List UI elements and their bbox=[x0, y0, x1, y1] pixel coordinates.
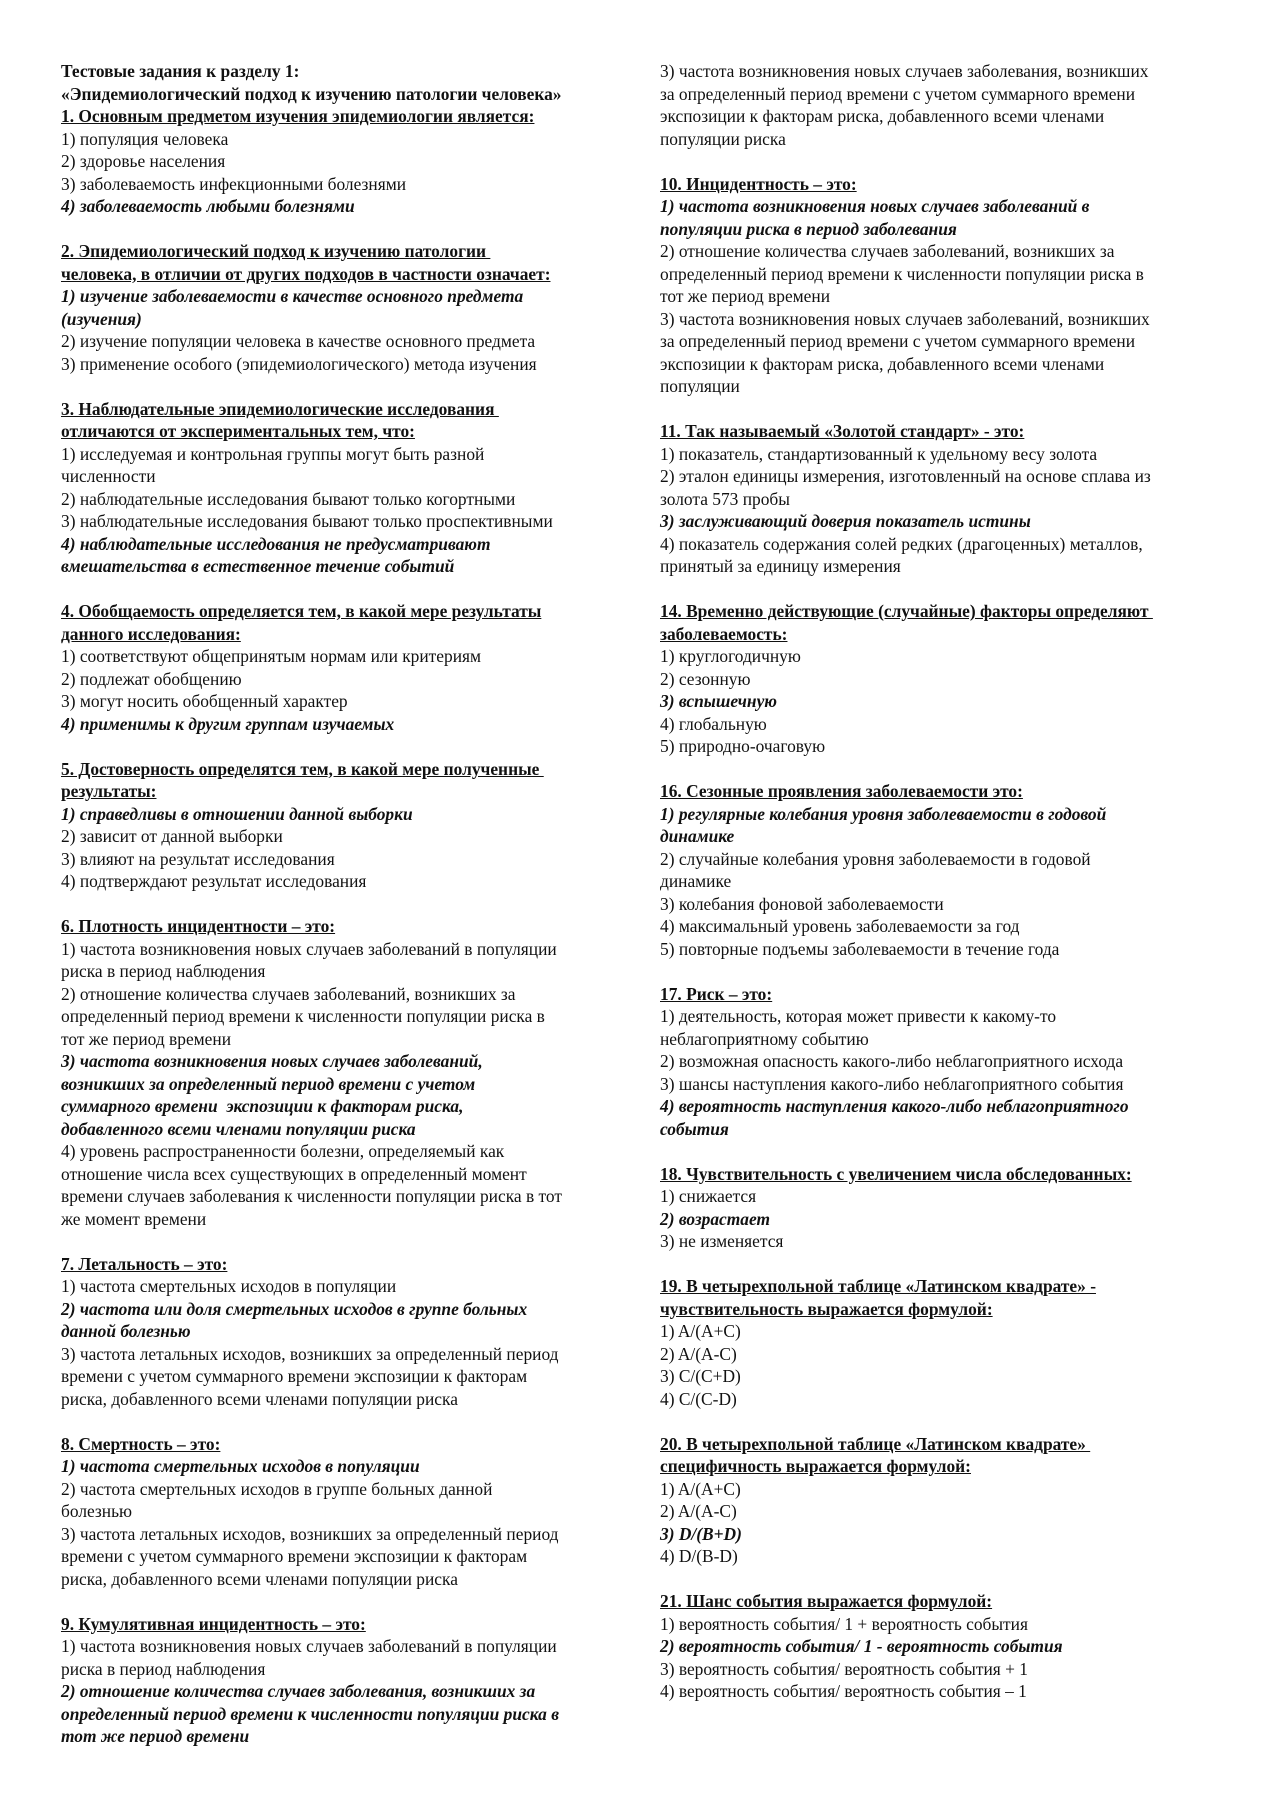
answer-option: 2) A/(A-C) bbox=[660, 1501, 737, 1521]
answer-option: 2) здоровье населения bbox=[61, 151, 226, 171]
answer-option: экспозиции к факторам риска, добавленного всеми членами bbox=[660, 106, 1105, 126]
question-text: 9. Кумулятивная инцидентность – это: bbox=[61, 1613, 366, 1634]
answer-option: за определенный период времени с учетом суммарного времени bbox=[660, 331, 1136, 351]
correct-answer: тот же период времени bbox=[61, 1726, 250, 1746]
correct-answer: события bbox=[660, 1118, 729, 1139]
spacer bbox=[61, 218, 631, 241]
answer-option: времени с учетом суммарного времени экспозиции к факторам bbox=[61, 1366, 528, 1386]
answer-option: 4) D/(B-D) bbox=[660, 1546, 738, 1566]
spacer bbox=[61, 1410, 631, 1433]
spacer bbox=[660, 150, 1230, 173]
question-text: 17. Риск – это: bbox=[660, 983, 773, 1004]
spacer bbox=[61, 1230, 631, 1253]
answer-option: 1) деятельность, которая может привести к какому-то bbox=[660, 1006, 1057, 1026]
spacer bbox=[660, 1140, 1230, 1163]
spacer bbox=[61, 375, 631, 398]
answer-option: динамике bbox=[660, 871, 732, 891]
answer-option: 2) отношение количества случаев заболеваний, возникших за bbox=[61, 983, 516, 1004]
correct-answer: 2) частота или доля смертельных исходов в группе больных bbox=[61, 1298, 528, 1319]
answer-option: 3) вероятность события/ вероятность события + 1 bbox=[660, 1658, 1028, 1679]
spacer bbox=[660, 578, 1230, 601]
answer-option: риска, добавленного всеми членами популяции риска bbox=[61, 1388, 458, 1409]
correct-answer: популяции риска в период заболевания bbox=[660, 218, 957, 239]
answer-option: 4) C/(C-D) bbox=[660, 1388, 737, 1409]
correct-answer: 4) вероятность наступления какого-либо неблагоприятного bbox=[660, 1096, 1129, 1116]
correct-answer: 2) отношение количества случаев заболевания, возникших за bbox=[61, 1681, 536, 1701]
answer-option: 3) могут носить обобщенный характер bbox=[61, 691, 348, 711]
answer-option: 3) не изменяется bbox=[660, 1231, 784, 1251]
right-column-lines bbox=[660, 60, 1230, 1703]
correct-answer: 3) вспышечную bbox=[660, 691, 778, 711]
answer-option: 3) заболеваемость инфекционными болезнями bbox=[61, 173, 407, 194]
answer-option: 3) частота возникновения новых случаев заболеваний, возникших bbox=[660, 308, 1150, 329]
question-text: 1. Основным предметом изучения эпидемиологии является: bbox=[61, 106, 535, 126]
answer-option: 2) возможная опасность какого-либо неблагоприятного исхода bbox=[660, 1051, 1124, 1071]
answer-option: принятый за единицу измерения bbox=[660, 556, 901, 576]
question-text: 5. Достоверность определятся тем, в какой мере полученные bbox=[61, 758, 544, 779]
answer-option: 3) C/(C+D) bbox=[660, 1366, 741, 1386]
spacer bbox=[660, 960, 1230, 983]
answer-option: 5) природно-очаговую bbox=[660, 736, 826, 756]
correct-answer: 2) возрастает bbox=[660, 1208, 770, 1229]
correct-answer: 4) применимы к другим группам изучаемых bbox=[61, 713, 395, 734]
answer-option: неблагоприятному событию bbox=[660, 1028, 869, 1049]
spacer bbox=[660, 758, 1230, 781]
answer-option: 4) уровень распространенности болезни, определяемый как bbox=[61, 1141, 505, 1161]
question-text: 2. Эпидемиологический подход к изучению патологии bbox=[61, 241, 491, 261]
right-column bbox=[660, 60, 1230, 1703]
correct-answer: 1) регулярные колебания уровня заболеваемости в годовой bbox=[660, 803, 1107, 824]
question-text: 7. Летальность – это: bbox=[61, 1253, 228, 1274]
answer-option: за определенный период времени с учетом суммарного времени bbox=[660, 83, 1136, 104]
answer-option: 2) отношение количества случаев заболеваний, возникших за bbox=[660, 241, 1115, 261]
correct-answer: 2) вероятность события/ 1 - вероятность события bbox=[660, 1636, 1063, 1656]
answer-option: 2) эталон единицы измерения, изготовленный на основе сплава из bbox=[660, 466, 1151, 486]
answer-option: 2) изучение популяции человека в качестве основного предмета bbox=[61, 331, 536, 351]
answer-option: 1) исследуемая и контрольная группы могут быть разной bbox=[61, 443, 485, 464]
answer-option: 2) сезонную bbox=[660, 668, 751, 689]
answer-option: 3) частота летальных исходов, возникших за определенный период bbox=[61, 1343, 559, 1364]
question-text: 14. Временно действующие (случайные) факторы определяют bbox=[660, 601, 1153, 621]
correct-answer: определенный период времени к численности популяции риска в bbox=[61, 1703, 559, 1724]
answer-option: 5) повторные подъемы заболеваемости в течение года bbox=[660, 938, 1060, 959]
answer-option: экспозиции к факторам риска, добавленного всеми членами bbox=[660, 353, 1105, 374]
correct-answer: данной болезнью bbox=[61, 1321, 191, 1341]
answer-option: 3) наблюдательные исследования бывают только проспективными bbox=[61, 511, 553, 531]
answer-option: 2) зависит от данной выборки bbox=[61, 826, 283, 846]
question-text: человека, в отличии от других подходов в частности означает: bbox=[61, 263, 551, 284]
question-text: результаты: bbox=[61, 781, 157, 801]
answer-option: 2) A/(A-C) bbox=[660, 1343, 737, 1364]
question-text: 18. Чувствительность с увеличением числа обследованных: bbox=[660, 1163, 1132, 1184]
answer-option: тот же период времени bbox=[61, 1028, 232, 1049]
answer-option: 3) влияют на результат исследования bbox=[61, 848, 335, 869]
answer-option: риска в период наблюдения bbox=[61, 1658, 266, 1679]
correct-answer: (изучения) bbox=[61, 308, 142, 329]
answer-option: риска в период наблюдения bbox=[61, 961, 266, 981]
question-text: 19. В четырехпольной таблице «Латинском квадрате» - bbox=[660, 1276, 1096, 1296]
answer-option: 1) показатель, стандартизованный к удельному весу золота bbox=[660, 443, 1098, 464]
answer-option: 2) наблюдательные исследования бывают только когортными bbox=[61, 488, 516, 509]
question-text: 20. В четырехпольной таблице «Латинском квадрате» bbox=[660, 1433, 1091, 1454]
answer-option: 1) A/(A+C) bbox=[660, 1478, 741, 1499]
answer-option: 1) соответствуют общепринятым нормам или критериям bbox=[61, 646, 482, 666]
answer-option: численности bbox=[61, 466, 156, 486]
correct-answer: возникших за определенный период времени с учетом bbox=[61, 1073, 476, 1094]
answer-option: 1) популяция человека bbox=[61, 128, 229, 149]
document-subtitle: «Эпидемиологический подход к изучению патологии человека» bbox=[61, 83, 562, 104]
answer-option: 3) частота летальных исходов, возникших за определенный период bbox=[61, 1523, 559, 1544]
answer-option: риска, добавленного всеми членами популяции риска bbox=[61, 1568, 458, 1589]
answer-option: 2) случайные колебания уровня заболеваемости в годовой bbox=[660, 848, 1091, 869]
question-text: 11. Так называемый «Золотой стандарт» - это: bbox=[660, 421, 1025, 441]
answer-option: 1) частота возникновения новых случаев заболеваний в популяции bbox=[61, 1636, 557, 1656]
correct-answer: 1) изучение заболеваемости в качестве основного предмета bbox=[61, 286, 524, 306]
question-text: 6. Плотность инцидентности – это: bbox=[61, 916, 336, 936]
correct-answer: 1) справедливы в отношении данной выборки bbox=[61, 803, 413, 824]
answer-option: 1) снижается bbox=[660, 1186, 757, 1206]
spacer bbox=[61, 893, 631, 916]
answer-option: 1) круглогодичную bbox=[660, 646, 801, 666]
document-title: Тестовые задания к разделу 1: bbox=[61, 61, 300, 81]
left-column bbox=[61, 60, 631, 1748]
correct-answer: 3) частота возникновения новых случаев заболеваний, bbox=[61, 1051, 483, 1071]
answer-option: 3) применение особого (эпидемиологического) метода изучения bbox=[61, 353, 537, 374]
answer-option: 4) вероятность события/ вероятность события – 1 bbox=[660, 1681, 1027, 1701]
correct-answer: добавленного всеми членами популяции риска bbox=[61, 1118, 416, 1139]
question-text: 21. Шанс события выражается формулой: bbox=[660, 1591, 993, 1611]
correct-answer: суммарного времени экспозиции к факторам риска, bbox=[61, 1096, 464, 1116]
answer-option: 1) частота смертельных исходов в популяции bbox=[61, 1276, 397, 1296]
spacer bbox=[660, 1253, 1230, 1276]
answer-option: болезнью bbox=[61, 1501, 133, 1521]
correct-answer: 1) частота смертельных исходов в популяции bbox=[61, 1456, 420, 1476]
correct-answer: 4) заболеваемость любыми болезнями bbox=[61, 196, 355, 216]
question-text: 16. Сезонные проявления заболеваемости это: bbox=[660, 781, 1023, 801]
question-text: данного исследования: bbox=[61, 623, 241, 644]
question-text: отличаются от экспериментальных тем, что: bbox=[61, 421, 415, 441]
correct-answer: 4) наблюдательные исследования не предусматривают bbox=[61, 533, 491, 554]
spacer bbox=[61, 735, 631, 758]
answer-option: 4) подтверждают результат исследования bbox=[61, 871, 367, 891]
question-text: 4. Обобщаемость определяется тем, в какой мере результаты bbox=[61, 601, 542, 621]
answer-option: популяции риска bbox=[660, 128, 786, 149]
question-text: 8. Смертность – это: bbox=[61, 1433, 221, 1454]
spacer bbox=[61, 578, 631, 601]
spacer bbox=[660, 1568, 1230, 1591]
answer-option: популяции bbox=[660, 376, 740, 396]
correct-answer: 3) заслуживающий доверия показатель истины bbox=[660, 511, 1031, 531]
answer-option: 4) глобальную bbox=[660, 713, 767, 734]
question-text: 10. Инцидентность – это: bbox=[660, 173, 857, 194]
correct-answer: 3) D/(B+D) bbox=[660, 1523, 742, 1544]
answer-option: времени случаев заболевания к численности популяции риска в тот bbox=[61, 1186, 562, 1206]
answer-option: 1) A/(A+C) bbox=[660, 1321, 741, 1341]
question-text: 3. Наблюдательные эпидемиологические исследования bbox=[61, 398, 499, 419]
answer-option: времени с учетом суммарного времени экспозиции к факторам bbox=[61, 1546, 528, 1566]
answer-option: 1) частота возникновения новых случаев заболеваний в популяции bbox=[61, 938, 557, 959]
answer-option: 3) частота возникновения новых случаев заболевания, возникших bbox=[660, 61, 1149, 81]
answer-option: определенный период времени к численности популяции риска в bbox=[660, 263, 1144, 284]
answer-option: 4) показатель содержания солей редких (драгоценных) металлов, bbox=[660, 533, 1143, 554]
answer-option: 4) максимальный уровень заболеваемости за год bbox=[660, 916, 1020, 936]
answer-option: 2) частота смертельных исходов в группе больных данной bbox=[61, 1478, 493, 1499]
answer-option: 2) подлежат обобщению bbox=[61, 668, 242, 689]
question-text: чувствительность выражается формулой: bbox=[660, 1298, 993, 1319]
answer-option: отношение числа всех существующих в определенный момент bbox=[61, 1163, 527, 1184]
correct-answer: 1) частота возникновения новых случаев заболеваний в bbox=[660, 196, 1090, 216]
answer-option: тот же период времени bbox=[660, 286, 831, 306]
answer-option: определенный период времени к численности популяции риска в bbox=[61, 1006, 545, 1026]
correct-answer: динамике bbox=[660, 826, 735, 846]
answer-option: же момент времени bbox=[61, 1208, 207, 1229]
answer-option: 3) шансы наступления какого-либо неблагоприятного события bbox=[660, 1073, 1124, 1094]
spacer bbox=[660, 398, 1230, 421]
answer-option: золота 573 пробы bbox=[660, 488, 790, 509]
spacer bbox=[660, 1410, 1230, 1433]
question-text: специфичность выражается формулой: bbox=[660, 1456, 971, 1476]
answer-option: 3) колебания фоновой заболеваемости bbox=[660, 893, 944, 914]
question-text: заболеваемость: bbox=[660, 623, 788, 644]
correct-answer: вмешательства в естественное течение событий bbox=[61, 556, 455, 576]
answer-option: 1) вероятность события/ 1 + вероятность события bbox=[660, 1613, 1028, 1634]
spacer bbox=[61, 1590, 631, 1613]
left-column-lines bbox=[61, 105, 631, 1748]
